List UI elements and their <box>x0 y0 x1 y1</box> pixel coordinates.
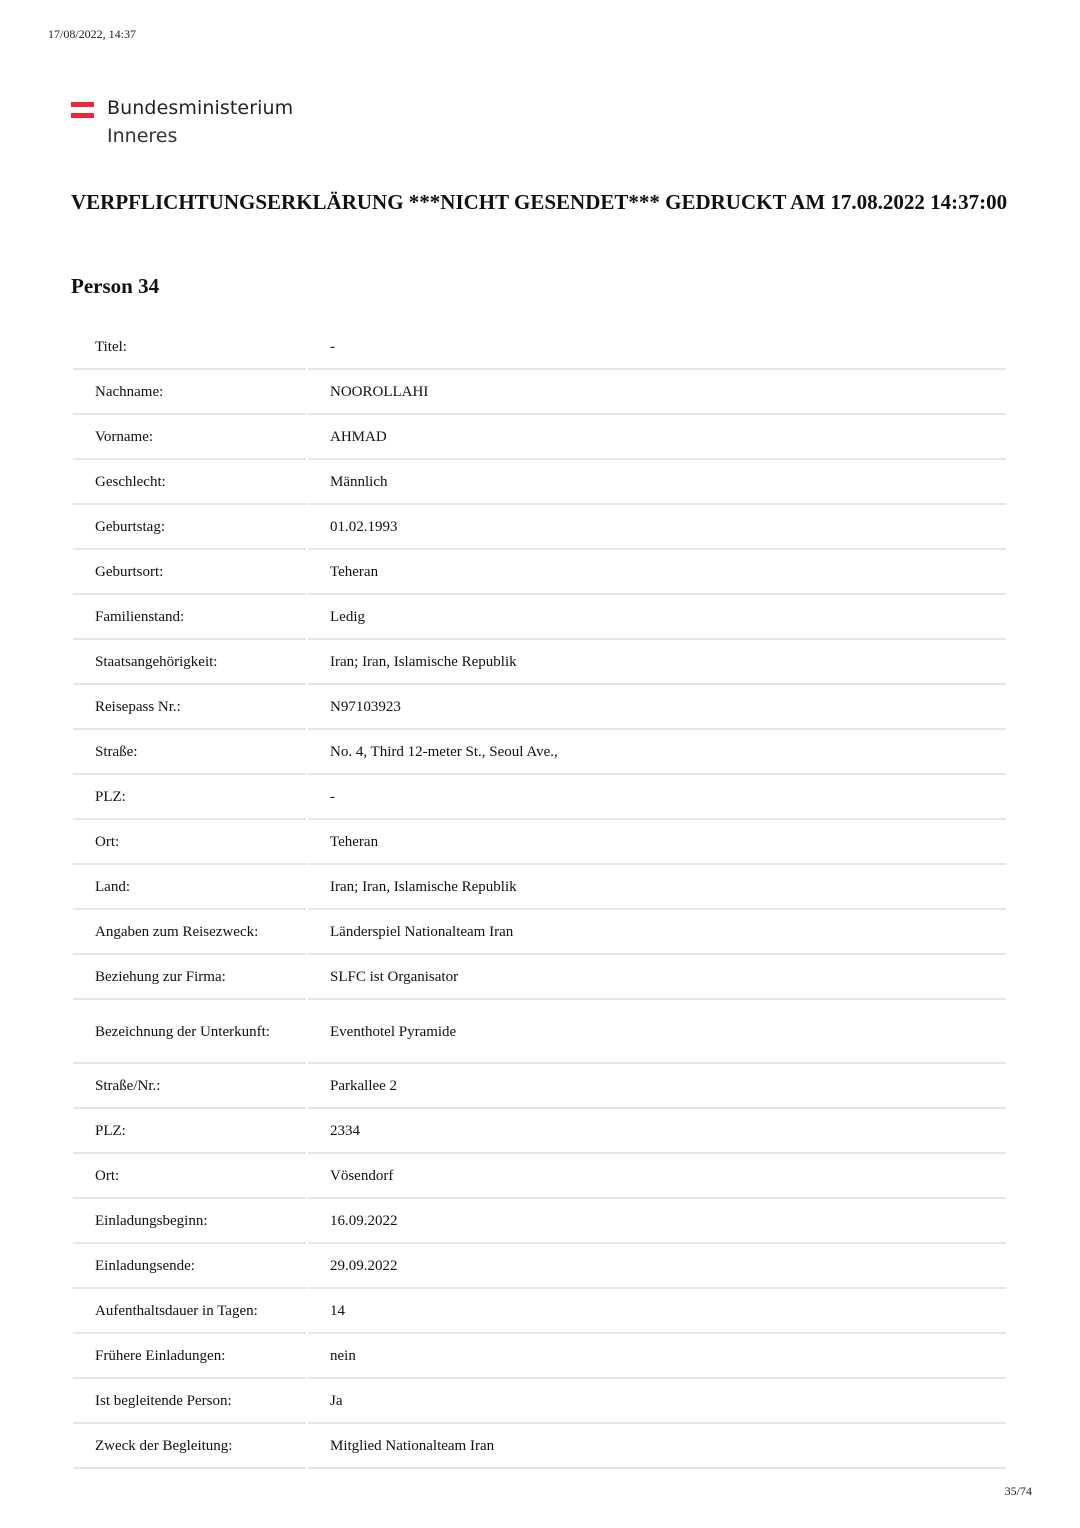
table-row <box>73 327 1006 370</box>
field-value: Teheran <box>308 552 1006 595</box>
field-label: Reisepass Nr.: <box>73 687 306 730</box>
field-value: AHMAD <box>308 417 1006 460</box>
field-value: Teheran <box>308 822 1006 865</box>
table-row <box>73 462 1006 505</box>
flag-stripe-middle <box>71 108 94 113</box>
field-value: 16.09.2022 <box>308 1201 1006 1244</box>
table-row <box>73 552 1006 595</box>
field-label: Geburtsort: <box>73 552 306 595</box>
field-value: Parkallee 2 <box>308 1066 1006 1109</box>
field-label: Beziehung zur Firma: <box>73 957 306 1000</box>
table-row <box>73 1201 1006 1244</box>
field-label: Bezeichnung der Unterkunft: <box>73 1002 306 1064</box>
field-label: Zweck der Begleitung: <box>73 1426 306 1469</box>
section-title: Person 34 <box>71 274 160 298</box>
table-row <box>73 822 1006 865</box>
table-row <box>73 1336 1006 1379</box>
field-value: Ledig <box>308 597 1006 640</box>
field-label: Nachname: <box>73 372 306 415</box>
field-label: Land: <box>73 867 306 910</box>
field-value: Ja <box>308 1381 1006 1424</box>
field-label: Angaben zum Reisezweck: <box>73 912 306 955</box>
table-row <box>73 1156 1006 1199</box>
field-value: Eventhotel Pyramide <box>308 1002 1006 1064</box>
table-row <box>73 687 1006 730</box>
field-value: SLFC ist Organisator <box>308 957 1006 1000</box>
field-value: NOOROLLAHI <box>308 372 1006 415</box>
field-value: Mitglied Nationalteam Iran <box>308 1426 1006 1469</box>
field-value: 29.09.2022 <box>308 1246 1006 1289</box>
table-row <box>73 642 1006 685</box>
field-value: Iran; Iran, Islamische Republik <box>308 867 1006 910</box>
table-row <box>73 1426 1006 1469</box>
page-number: 35/74 <box>1004 1484 1032 1498</box>
table-row <box>73 867 1006 910</box>
field-label: Staatsangehörigkeit: <box>73 642 306 685</box>
field-value: 2334 <box>308 1111 1006 1154</box>
table-row <box>73 777 1006 820</box>
table-row <box>73 912 1006 955</box>
logo-text-department: Inneres <box>107 125 178 147</box>
table-row <box>73 1381 1006 1424</box>
table-row <box>73 1002 1006 1064</box>
table-row <box>73 417 1006 460</box>
person-details-table <box>73 327 1006 1471</box>
field-value: N97103923 <box>308 687 1006 730</box>
field-value: 14 <box>308 1291 1006 1334</box>
field-label: Einladungsende: <box>73 1246 306 1289</box>
field-label: Einladungsbeginn: <box>73 1201 306 1244</box>
table-row <box>73 597 1006 640</box>
field-label: Ort: <box>73 1156 306 1199</box>
field-label: PLZ: <box>73 1111 306 1154</box>
ministry-logo <box>71 97 331 153</box>
table-row <box>73 1246 1006 1289</box>
field-value: 01.02.1993 <box>308 507 1006 550</box>
field-label: Titel: <box>73 327 306 370</box>
field-label: Straße: <box>73 732 306 775</box>
table-row <box>73 732 1006 775</box>
flag-stripe-top <box>71 102 94 107</box>
field-value: Iran; Iran, Islamische Republik <box>308 642 1006 685</box>
field-value: - <box>308 327 1006 370</box>
field-label: PLZ: <box>73 777 306 820</box>
field-label: Straße/Nr.: <box>73 1066 306 1109</box>
field-label: Ist begleitende Person: <box>73 1381 306 1424</box>
field-value: Länderspiel Nationalteam Iran <box>308 912 1006 955</box>
austrian-flag-icon <box>71 102 94 118</box>
field-value: - <box>308 777 1006 820</box>
field-label: Vorname: <box>73 417 306 460</box>
field-label: Ort: <box>73 822 306 865</box>
table-row <box>73 372 1006 415</box>
field-label: Familienstand: <box>73 597 306 640</box>
table-row <box>73 1066 1006 1109</box>
field-value: No. 4, Third 12-meter St., Seoul Ave., <box>308 732 1006 775</box>
document-title: VERPFLICHTUNGSERKLÄRUNG ***NICHT GESENDET*** GEDRUCKT AM 17.08.2022 14:37:00 <box>71 190 1008 214</box>
field-label: Geburtstag: <box>73 507 306 550</box>
print-timestamp: 17/08/2022, 14:37 <box>48 27 137 41</box>
field-label: Aufenthaltsdauer in Tagen: <box>73 1291 306 1334</box>
field-label: Frühere Einladungen: <box>73 1336 306 1379</box>
table-row <box>73 1111 1006 1154</box>
table-row <box>73 957 1006 1000</box>
field-value: Vösendorf <box>308 1156 1006 1199</box>
field-label: Geschlecht: <box>73 462 306 505</box>
flag-stripe-bottom <box>71 113 94 118</box>
logo-text-ministry: Bundesministerium <box>107 97 294 119</box>
table-row <box>73 1291 1006 1334</box>
field-value: Männlich <box>308 462 1006 505</box>
table-row <box>73 507 1006 550</box>
field-value: nein <box>308 1336 1006 1379</box>
